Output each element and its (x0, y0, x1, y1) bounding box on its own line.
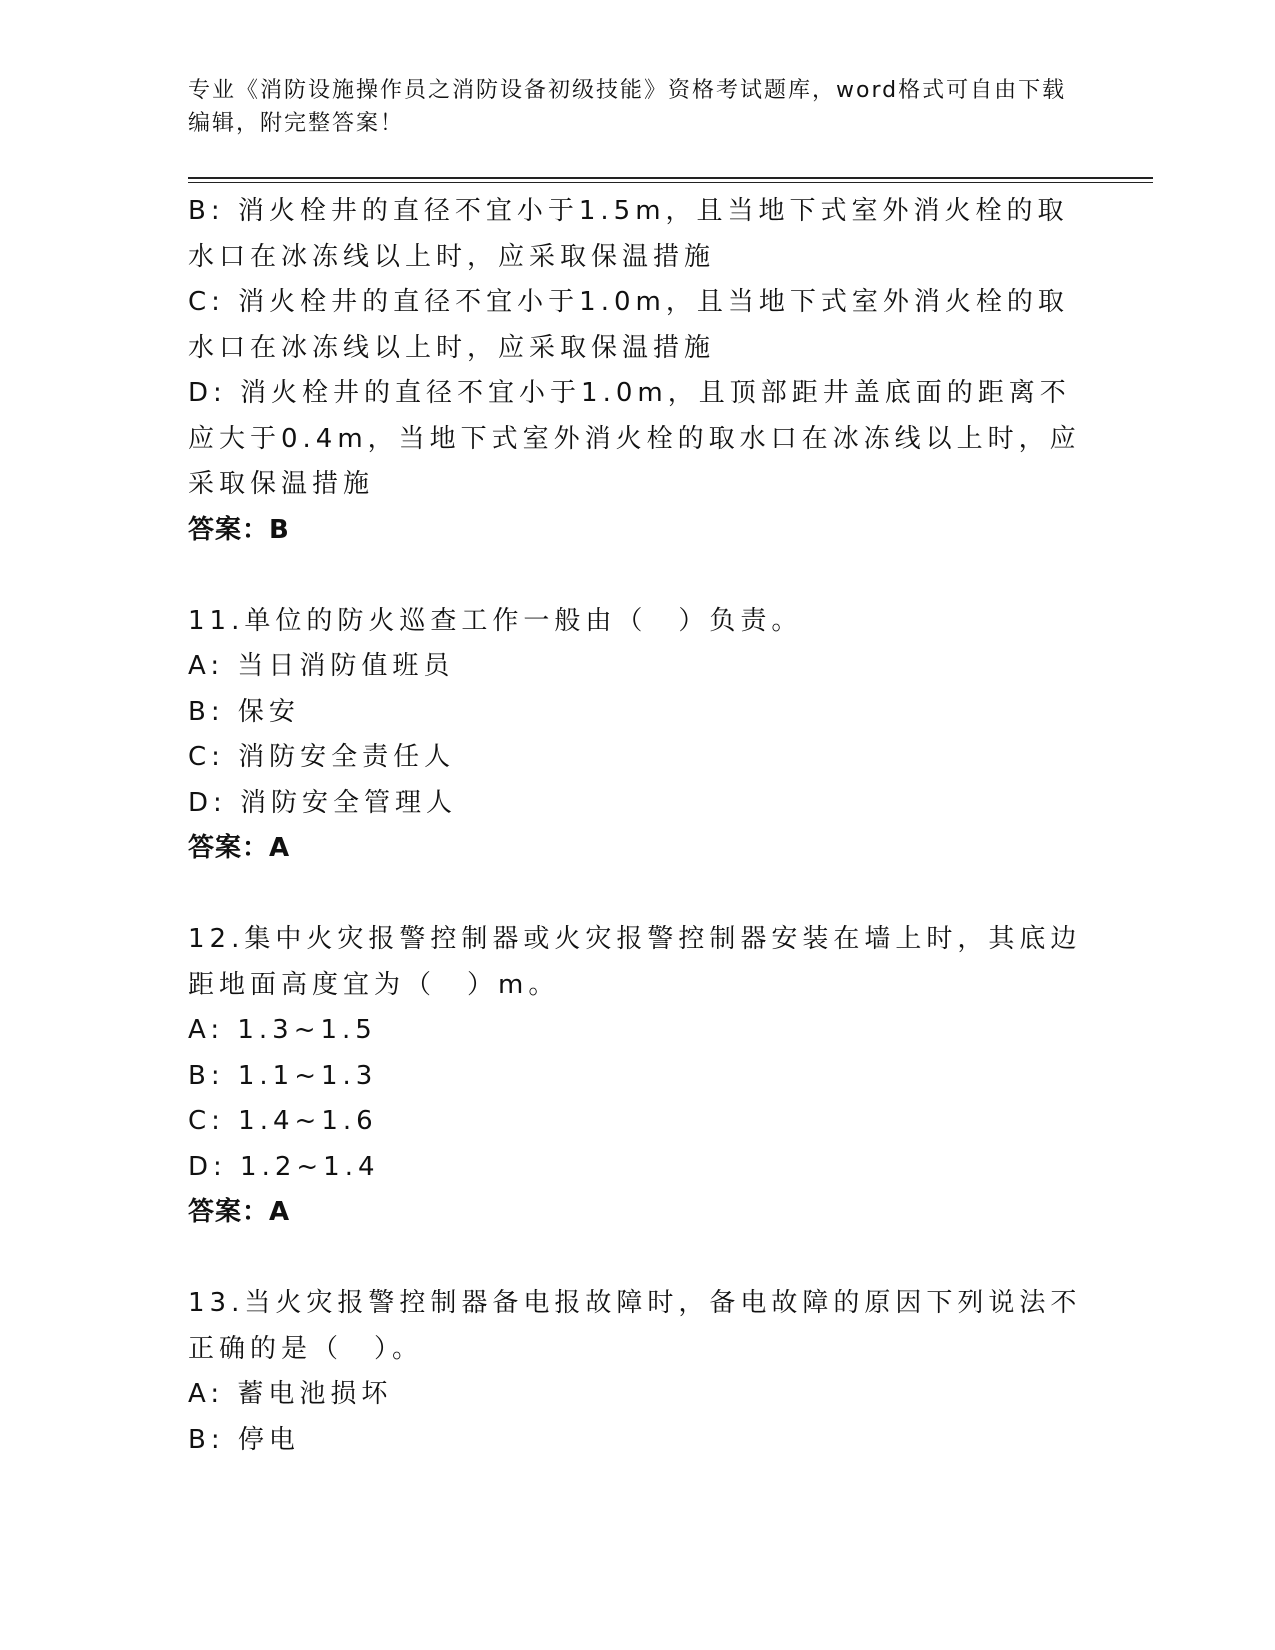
question-stem: 13.当火灾报警控制器备电报故障时，备电故障的原因下列说法不正确的是（ ）。 (188, 1288, 1082, 1364)
answer-line: 答案：B (188, 514, 290, 545)
option-b: B: 保安 (188, 696, 300, 727)
option-a: A: 1.3~1.5 (188, 1015, 377, 1045)
answer-line: 答案：A (188, 833, 291, 863)
option-b: B: 停电 (188, 1424, 300, 1455)
question-stem: 11.单位的防火巡查工作一般由（ ）负责。 (188, 605, 803, 636)
question-12 (188, 917, 1088, 1236)
header-divider-thin (188, 182, 1153, 183)
option-d: D: 消防安全管理人 (188, 787, 458, 818)
spacer (188, 872, 1088, 918)
header-divider-thick (188, 177, 1153, 179)
answer-line: 答案：A (188, 1197, 291, 1227)
question-stem: 12.集中火灾报警控制器或火灾报警控制器安装在墙上时，其底边距地面高度宜为（ ）m。 (188, 924, 1082, 1000)
option-b: B: 1.1~1.3 (188, 1060, 378, 1091)
question-11 (188, 599, 1088, 872)
option-d: D: 1.2~1.4 (188, 1151, 380, 1182)
spacer (188, 1236, 1088, 1282)
question-13 (188, 1281, 1088, 1463)
option-b: B: 消火栓井的直径不宜小于1.5m，且当地下式室外消火栓的取水口在冰冻线以上时，应采取保温措施 (188, 196, 1069, 272)
option-a: A: 蓄电池损坏 (188, 1379, 393, 1409)
prev-question-block (188, 189, 1088, 553)
option-c: C: 1.4~1.6 (188, 1106, 378, 1136)
document-header: 专业《消防设施操作员之消防设备初级技能》资格考试题库，word格式可自由下载编辑，附完整答案！ (188, 78, 1067, 136)
option-d: D: 消火栓井的直径不宜小于1.0m，且顶部距井盖底面的距离不应大于0.4m，当地下式室外消火栓的取水口在冰冻线以上时，应采取保温措施 (188, 378, 1081, 499)
option-c: C: 消防安全责任人 (188, 742, 456, 772)
option-c: C: 消火栓井的直径不宜小于1.0m，且当地下式室外消火栓的取水口在冰冻线以上时，应采取保温措施 (188, 287, 1069, 363)
question-content (188, 189, 1088, 1463)
option-a: A: 当日消防值班员 (188, 651, 455, 681)
spacer (188, 553, 1088, 599)
